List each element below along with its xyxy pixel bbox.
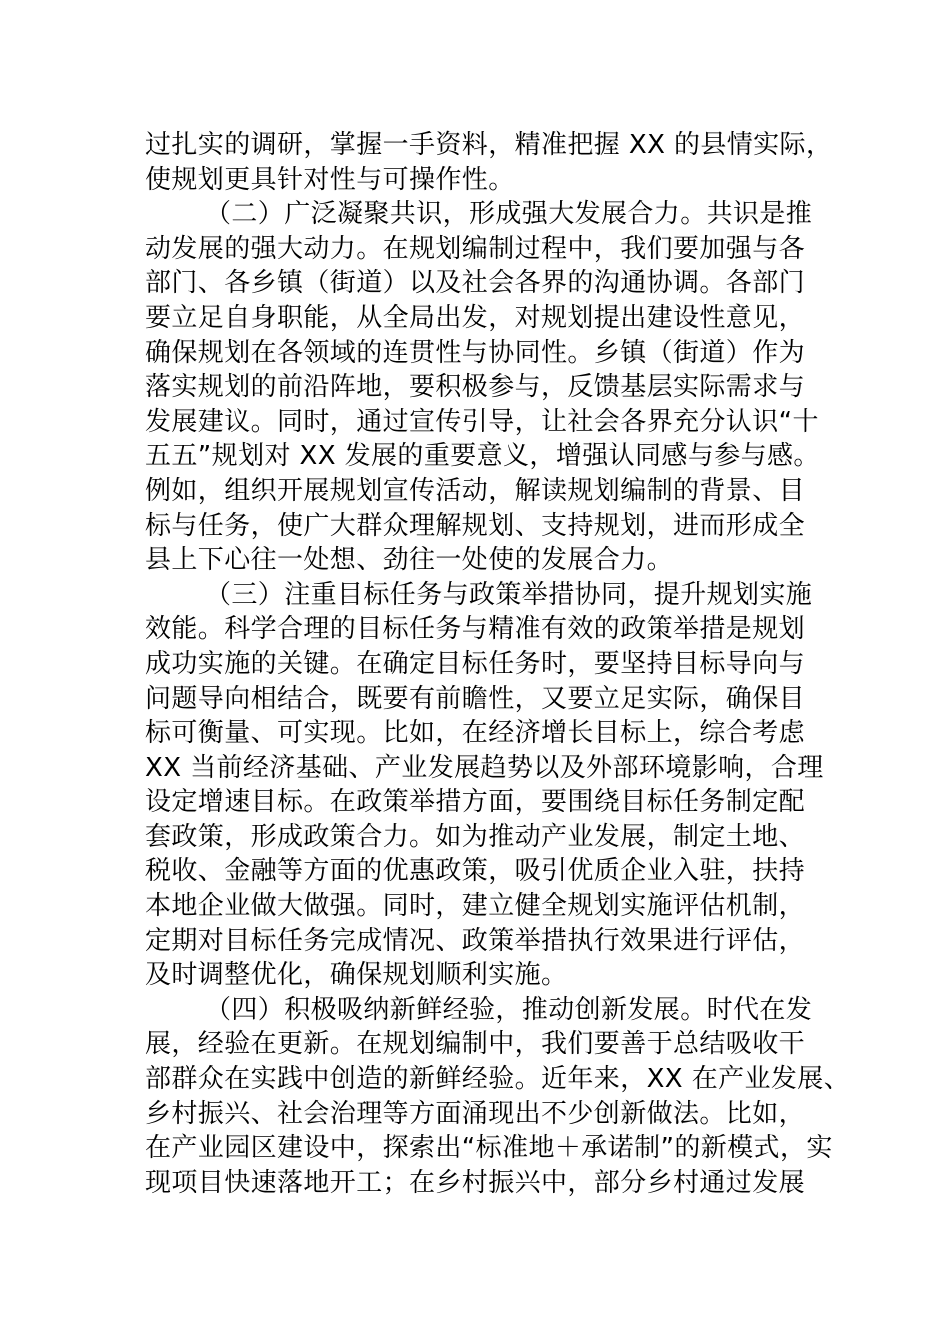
text-line: 例如，组织开展规划宣传活动，解读规划编制的背景、目 xyxy=(145,475,806,506)
document-body xyxy=(145,128,851,1200)
text-line: 使规划更具针对性与可操作性。 xyxy=(145,164,515,195)
text-line: 套政策，形成政策合力。如为推动产业发展，制定土地、 xyxy=(145,821,806,852)
text-line: 落实规划的前沿阵地，要积极参与，反馈基层实际需求与 xyxy=(145,372,806,403)
text-line: 本地企业做大做强。同时，建立健全规划实施评估机制， xyxy=(145,891,806,922)
text-line: 标可衡量、可实现。比如，在经济增长目标上，综合考虑 xyxy=(145,718,806,749)
text-line: 及时调整优化，确保规划顺利实施。 xyxy=(145,960,568,991)
text-line: 在产业园区建设中，探索出“标准地＋承诺制”的新模式，实 xyxy=(145,1133,833,1164)
text-line: 效能。科学合理的目标任务与精准有效的政策举措是规划 xyxy=(145,614,806,645)
text-line: 要立足自身职能，从全局出发，对规划提出建设性意见， xyxy=(145,302,806,333)
text-line: 部门、各乡镇（街道）以及社会各界的沟通协调。各部门 xyxy=(145,268,806,299)
paragraph-heading-line: （四）积极吸纳新鲜经验，推动创新发展。时代在发 xyxy=(205,994,813,1025)
text-line: 发展建议。同时，通过宣传引导，让社会各界充分认识“十 xyxy=(145,406,819,437)
text-line: 现项目快速落地开工；在乡村振兴中，部分乡村通过发展 xyxy=(145,1167,806,1198)
text-line: 展，经验在更新。在规划编制中，我们要善于总结吸收干 xyxy=(145,1029,806,1060)
text-line: 确保规划在各领域的连贯性与协同性。乡镇（街道）作为 xyxy=(145,337,806,368)
paragraph-heading-line: （三）注重目标任务与政策举措协同，提升规划实施 xyxy=(205,579,813,610)
text-line: 定期对目标任务完成情况、政策举措执行效果进行评估， xyxy=(145,925,806,956)
text-line: 问题导向相结合，既要有前瞻性，又要立足实际，确保目 xyxy=(145,683,806,714)
text-line: 过扎实的调研，掌握一手资料，精准把握 XX 的县情实际， xyxy=(145,130,833,160)
text-line: 动发展的强大动力。在规划编制过程中，我们要加强与各 xyxy=(145,233,806,264)
text-line: 税收、金融等方面的优惠政策，吸引优质企业入驻，扶持 xyxy=(145,856,806,887)
text-line: 五五”规划对 XX 发展的重要意义，增强认同感与参与感。 xyxy=(145,441,820,472)
paragraph-heading-line: （二）广泛凝聚共识，形成强大发展合力。共识是推 xyxy=(205,199,813,230)
text-line: 部群众在实践中创造的新鲜经验。近年来，XX 在产业发展、 xyxy=(145,1064,851,1095)
text-line: 县上下心往一处想、劲往一处使的发展合力。 xyxy=(145,545,674,576)
text-line: 标与任务，使广大群众理解规划、支持规划，进而形成全 xyxy=(145,510,806,541)
text-line: 乡村振兴、社会治理等方面涌现出不少创新做法。比如， xyxy=(145,1098,806,1129)
text-line: XX 当前经济基础、产业发展趋势以及外部环境影响，合理 xyxy=(145,752,824,783)
text-line: 设定增速目标。在政策举措方面，要围绕目标任务制定配 xyxy=(145,787,806,818)
text-line: 成功实施的关键。在确定目标任务时，要坚持目标导向与 xyxy=(145,648,806,679)
